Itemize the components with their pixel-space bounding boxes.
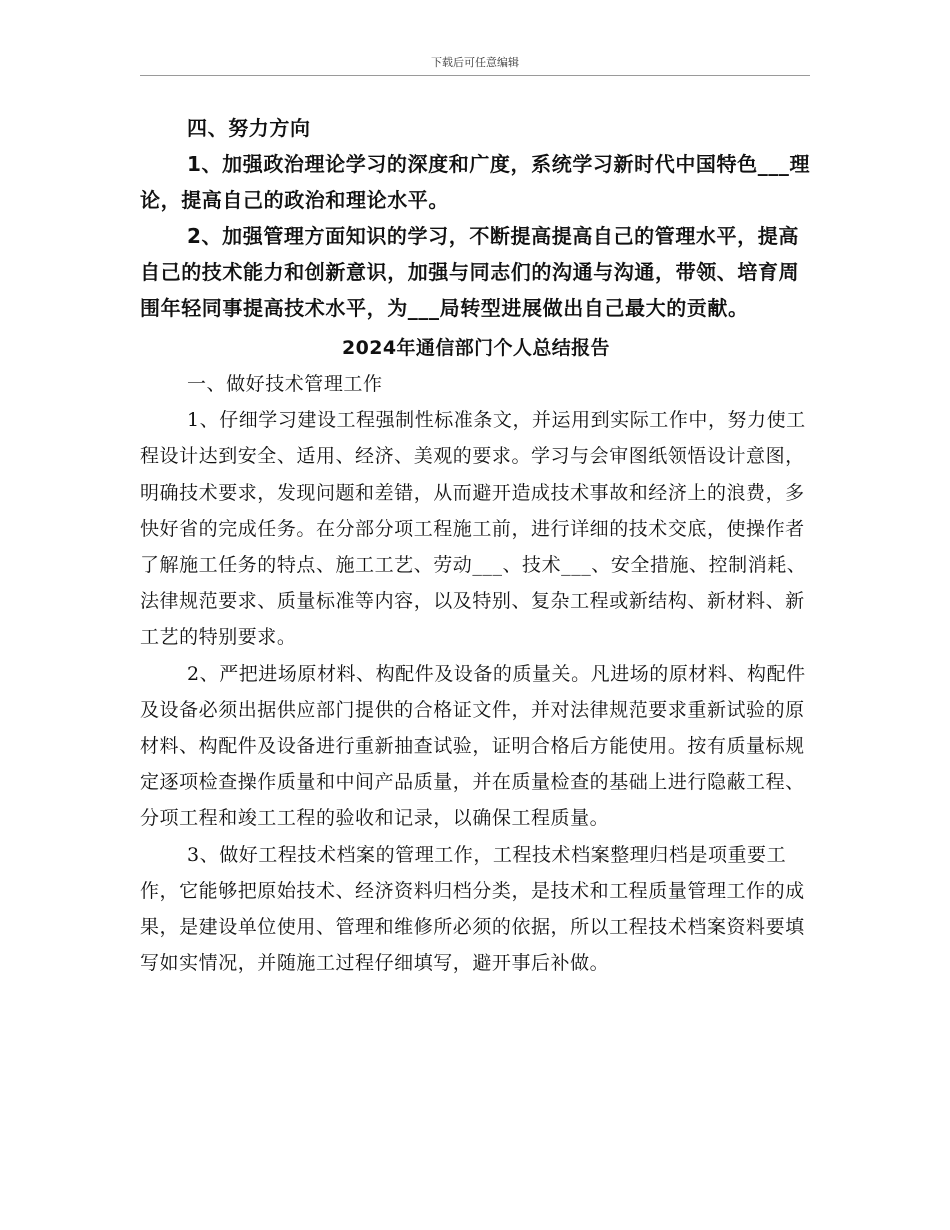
header-divider [140,75,810,76]
report-paragraph-3: 3、做好工程技术档案的管理工作，工程技术档案整理归档是项重要工作，它能够把原始技术、经济资料归档分类，是技术和工程质量管理工作的成果，是建设单位使用、管理和维修所必须的依据，所以工程技术档案资料要填写如实情况，并随施工过程仔细填写，避开事后补做。 [140,843,805,975]
direction-paragraph-2: 2、加强管理方面知识的学习，不断提高提高自己的管理水平，提高自己的技术能力和创新意识，加强与同志们的沟通与沟通，带领、培育周围年轻同事提高技术水平，为___局转型进展做出自己最大的贡献。 [140,224,800,320]
direction-paragraph-1: 1、加强政治理论学习的深度和广度，系统学习新时代中国特色___理论，提高自己的政治和理论水平。 [140,152,811,212]
report-paragraph-2: 2、严把进场原材料、构配件及设备的质量关。凡进场的原材料、构配件及设备必须出据供应部门提供的合格证文件，并对法律规范要求重新试验的原材料、构配件及设备进行重新抽查试验，证明合格后方能使用。按有质量标规定逐项检查操作质量和中间产品质量，并在质量检查的基础上进行隐蔽工程、分项工程和竣工工程的验收和记录，以确保工程质量。 [140,662,806,830]
report-title: 2024年通信部门个人总结报告 [342,337,610,359]
document-body [140,110,812,981]
section-heading-direction: 四、努力方向 [187,116,311,140]
report-heading-1: 一、做好技术管理工作 [187,373,383,395]
report-paragraph-1: 1、仔细学习建设工程强制性标准条文，并运用到实际工作中，努力使工程设计达到安全、适用、经济、美观的要求。学习与会审图纸领悟设计意图，明确技术要求，发现问题和差错，从而避开造成技术事故和经济上的浪费，多快好省的完成任务。在分部分项工程施工前，进行详细的技术交底，使操作者了解施工任务的特点、施工工艺、劳动___、技术___、安全措施、控制消耗、法律规范要求、质量标准等内容，以及特别、复杂工程或新结构、新材料、新工艺的特别要求。 [140,409,807,649]
page-header: 下载后可任意编辑 [431,56,519,69]
